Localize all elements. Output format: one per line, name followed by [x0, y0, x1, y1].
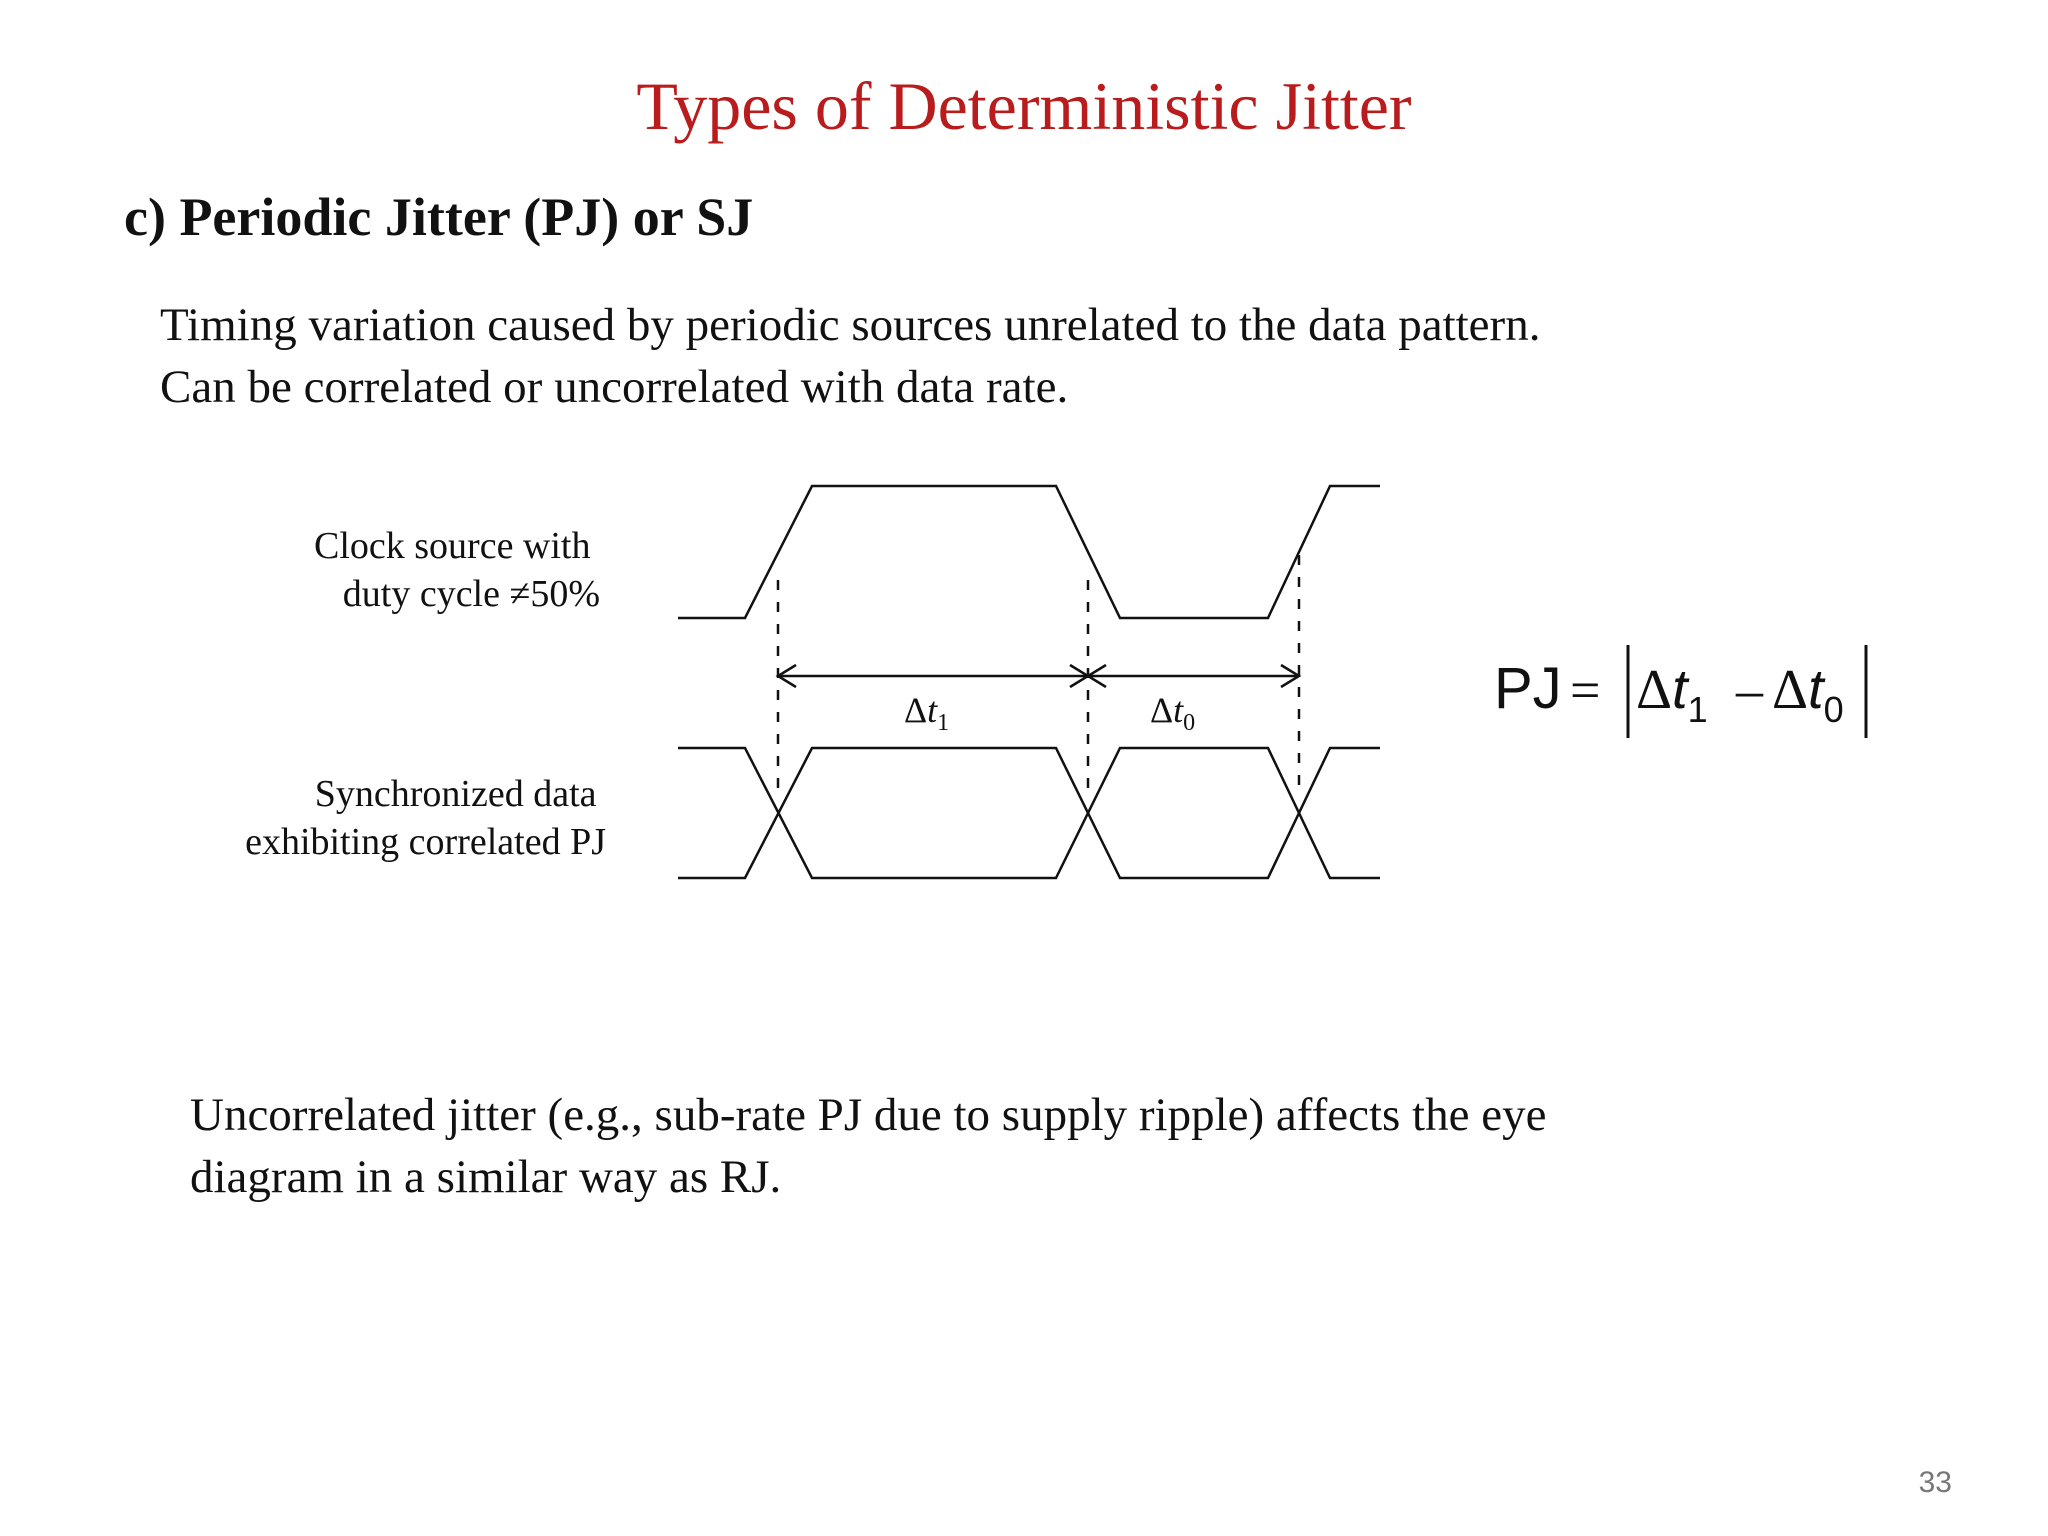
description-line-2: Can be correlated or uncorrelated with data rate.: [160, 361, 1069, 413]
data-label: Synchronized data exhibiting correlated PJ: [245, 773, 606, 863]
description-line-1: Timing variation caused by periodic sources unrelated to the data pattern.: [160, 299, 1541, 351]
svg-text:Δt1: $\Delta t_1$: [1636, 657, 1708, 730]
svg-text:Δt0: $\Delta t_0$: [1772, 657, 1844, 730]
clock-waveform: [678, 486, 1380, 618]
clock-label: Clock source with duty cycle ≠50%: [313, 525, 600, 615]
data-waveform-upper: [678, 748, 1380, 878]
interval-label-t0: $\Delta t_0$: [1150, 690, 1196, 736]
interval-arrow-t1: [778, 665, 1088, 687]
note-line-1: Uncorrelated jitter (e.g., sub-rate PJ due to supply ripple) affects the eye: [190, 1089, 1547, 1141]
interval-arrow-t0: [1088, 665, 1299, 687]
uncorrelated-note: [190, 1084, 1546, 1208]
pj-formula: [1494, 645, 1866, 738]
note-line-2: diagram in a similar way as RJ.: [190, 1151, 782, 1203]
page-number: 33: [1918, 1466, 1952, 1499]
svg-text:PJ: PJ: [1494, 656, 1562, 721]
svg-text:=: =: [1570, 660, 1601, 720]
data-waveform-lower: [678, 748, 1380, 878]
svg-text:–: –: [1736, 660, 1763, 720]
section-heading: c) Periodic Jitter (PJ) or SJ: [124, 187, 754, 247]
interval-label-t1: $\Delta t_1$: [904, 690, 950, 736]
slide-title: Types of Deterministic Jitter: [636, 68, 1412, 144]
